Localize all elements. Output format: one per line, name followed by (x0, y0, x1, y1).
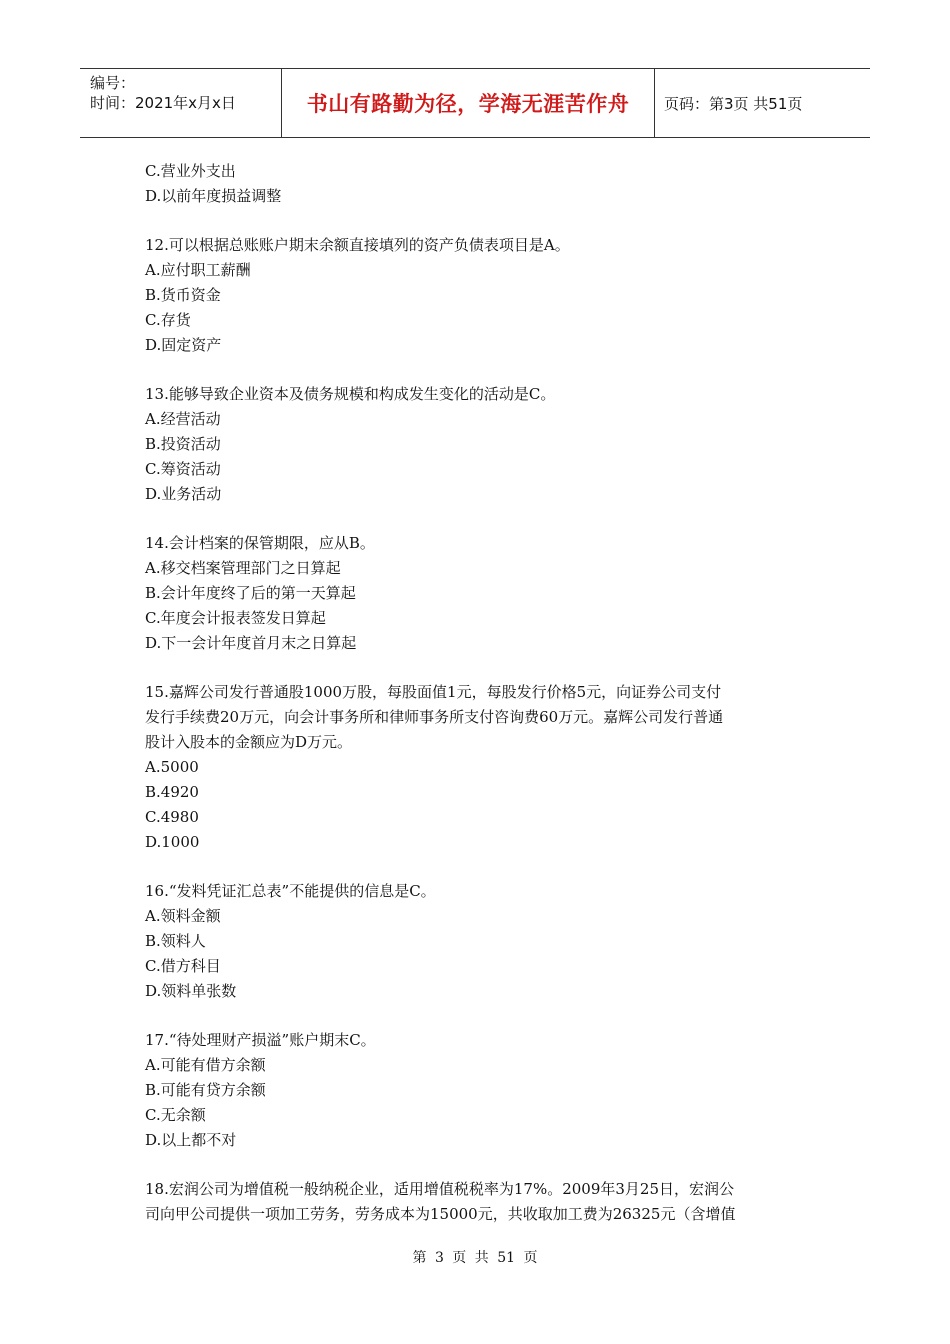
text-line: B.领料人 (145, 932, 206, 950)
header-meta (90, 73, 236, 113)
text-line: D.下一会计年度首月末之日算起 (145, 634, 357, 652)
text-line: A.5000 (145, 758, 199, 776)
page-footer: 第 3 页 共 51 页 (412, 1250, 538, 1266)
text-line: A.应付职工薪酬 (145, 261, 251, 279)
text-line: C.4980 (145, 808, 199, 826)
text-line: C.存货 (145, 311, 191, 329)
text-line: B.投资活动 (145, 435, 221, 453)
document-body (145, 159, 805, 1251)
text-line: D.业务活动 (145, 485, 222, 503)
text-line: 12.可以根据总账账户期末余额直接填列的资产负债表项目是A。 (145, 236, 570, 254)
text-line: D.以上都不对 (145, 1131, 237, 1149)
text-line: 13.能够导致企业资本及债务规模和构成发生变化的活动是C。 (145, 385, 556, 403)
question-block (145, 1028, 805, 1153)
text-line: A.领料金额 (145, 907, 221, 925)
question-block (145, 382, 805, 507)
text-line: C.筹资活动 (145, 460, 221, 478)
question-block (145, 1177, 805, 1227)
question-block (145, 531, 805, 656)
text-line: D.以前年度损益调整 (145, 187, 282, 205)
date-label: 时间：2021年x月x日 (90, 94, 236, 112)
text-line: D.1000 (145, 833, 200, 851)
text-line: C.无余额 (145, 1106, 206, 1124)
text-line: C.营业外支出 (145, 162, 236, 180)
text-line: 18.宏润公司为增值税一般纳税企业，适用增值税税率为17%。2009年3月25日，宏润公 (145, 1180, 735, 1198)
text-line: 17.“待处理财产损溢”账户期末C。 (145, 1031, 376, 1049)
header-divider (654, 69, 655, 137)
question-block (145, 159, 805, 209)
text-line: B.货币资金 (145, 286, 221, 304)
text-line: 股计入股本的金额应为D万元。 (145, 733, 353, 751)
question-block (145, 879, 805, 1004)
text-line: 15.嘉辉公司发行普通股1000万股，每股面值1元，每股发行价格5元，向证券公司支付 (145, 683, 722, 701)
text-line: 16.“发料凭证汇总表”不能提供的信息是C。 (145, 882, 436, 900)
text-line: C.年度会计报表签发日算起 (145, 609, 326, 627)
text-line: B.4920 (145, 783, 199, 801)
page-header (80, 68, 870, 138)
text-line: A.可能有借方余额 (145, 1056, 266, 1074)
serial-number-label: 编号： (90, 74, 136, 92)
question-block (145, 680, 805, 855)
text-line: B.可能有贷方余额 (145, 1081, 266, 1099)
text-line: A.移交档案管理部门之日算起 (145, 559, 341, 577)
header-page-number: 页码：第3页 共51页 (664, 95, 803, 113)
text-line: B.会计年度终了后的第一天算起 (145, 584, 356, 602)
text-line: 司向甲公司提供一项加工劳务，劳务成本为15000元，共收取加工费为26325元（含增值 (145, 1205, 736, 1223)
text-line: A.经营活动 (145, 410, 221, 428)
text-line: 14.会计档案的保管期限，应从B。 (145, 534, 375, 552)
text-line: C.借方科目 (145, 957, 221, 975)
text-line: D.固定资产 (145, 336, 222, 354)
text-line: 发行手续费20万元，向会计事务所和律师事务所支付咨询费60万元。嘉辉公司发行普通 (145, 708, 724, 726)
header-motto: 书山有路勤为径，学海无涯苦作舟 (306, 92, 630, 116)
question-block (145, 233, 805, 358)
text-line: D.领料单张数 (145, 982, 237, 1000)
